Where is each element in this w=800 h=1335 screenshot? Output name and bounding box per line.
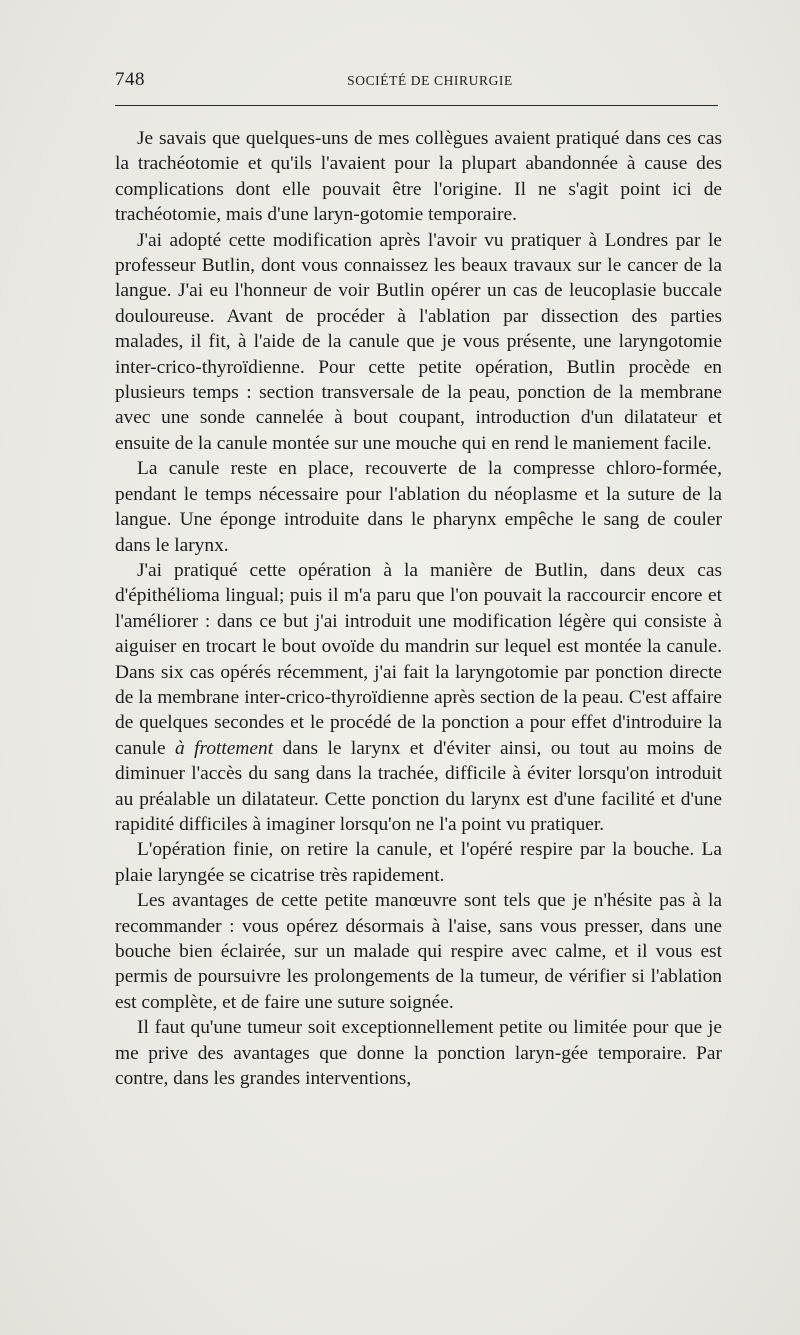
page-number: 748 (115, 69, 145, 90)
paragraph-4-italic: à frottement (175, 737, 274, 759)
running-head (115, 68, 717, 92)
paragraph-2: J'ai adopté cette modification après l'avoir vu pratiquer à Londres par le professeur Butlin, dont vous connaissez les beaux travaux sur le cancer de la langue. J'ai eu l'honneur de voir Butlin opérer un cas de leucoplasie buccale douloureuse. Avant de procéder à l'ablation par dissection des parties malades, il fit, à l'aide de la canule que je vous présente, une laryngotomie inter-crico-thyroïdienne. Pour cette petite opération, Butlin procède en plusieurs temps : section transversale de la peau, ponction de la membrane avec une sonde cannelée à bout coupant, introduction d'un dilatateur et ensuite de la canule montée sur une mouche qui en rend le maniement facile. (115, 229, 722, 454)
paragraph-4-text-b: dans le larynx et d'éviter ainsi, ou tout au moins de diminuer l'accès du sang dans la trachée, difficile à éviter lorsqu'on introduit au préalable un dilatateur. Cette ponction du larynx est d'une facilité et d'une rapidité difficiles à imaginer lorsqu'on ne l'a point vu pratiquer. (115, 737, 723, 835)
header-rule (115, 105, 718, 106)
paragraph-3: La canule reste en place, recouverte de la compresse chloro-formée, pendant le temps nécessaire pour l'ablation du néoplasme et la suture de la langue. Une éponge introduite dans le pharynx empêche le sang de couler dans le larynx. (115, 458, 722, 556)
paragraph-4 (115, 558, 722, 837)
paragraph-6: Les avantages de cette petite manœuvre sont tels que je n'hésite pas à la recommander : vous opérez désormais à l'aise, sans vous presser, dans une bouche bien éclairée, sur un malade qui respire avec calme, et il vous est permis de poursuivre les prolongements de la tumeur, de vérifier si l'ablation est complète, et de faire une suture soignée. (115, 890, 722, 1013)
body-text (115, 126, 722, 1091)
paragraph-4-text-a: J'ai pratiqué cette opération à la manière de Butlin, dans deux cas d'épithélioma lingual; puis il m'a paru que l'on pouvait la raccourcir encore et l'améliorer : dans ce but j'ai introduit une modification légère qui consiste à aiguiser en trocart le bout ovoïde du mandrin sur lequel est montée la canule. Dans six cas opérés récemment, j'ai fait la laryngotomie par ponction directe de la membrane inter-crico-thyroïdienne après section de la peau. C'est affaire de quelques secondes et le procédé de la ponction a pour effet d'introduire la canule (115, 559, 722, 759)
paragraph-1: Je savais que quelques-uns de mes collègues avaient pratiqué dans ces cas la trachéotomie et qu'ils l'avaient pour la plupart abandonnée à cause des complications dont elle pouvait être l'origine. Il ne s'agit point ici de trachéotomie, mais d'une laryn-gotomie temporaire. (115, 128, 722, 226)
paragraph-7: Il faut qu'une tumeur soit exceptionnellement petite ou limitée pour que je me prive des avantages que donne la ponction laryn-gée temporaire. Par contre, dans les grandes interventions, (115, 1017, 722, 1090)
paragraph-5: L'opération finie, on retire la canule, et l'opéré respire par la bouche. La plaie laryngée se cicatrise très rapidement. (115, 839, 722, 886)
running-title: SOCIÉTÉ DE CHIRURGIE (347, 73, 513, 88)
